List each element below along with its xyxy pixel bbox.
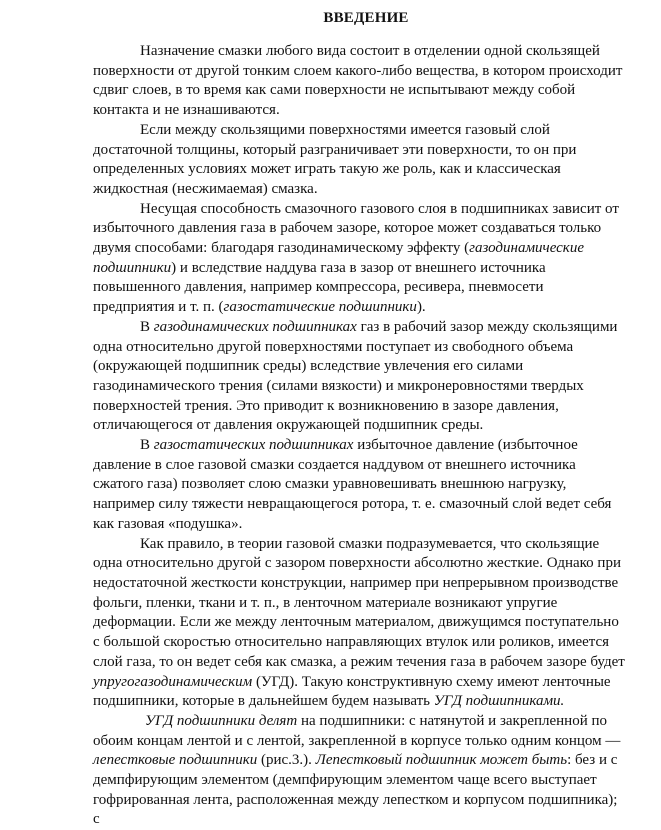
document-title: ВВЕДЕНИЕ xyxy=(323,10,409,26)
paragraph-5 xyxy=(93,436,627,535)
text-segment: В xyxy=(140,437,154,454)
text-segment: ). xyxy=(416,299,426,316)
paragraph-2 xyxy=(93,121,627,200)
paragraph-1 xyxy=(93,42,627,121)
text-segment: избыточное давление (избыточное давление в слое газовой смазки создается наддувом от внешнего источника сжатого газа) позволяет слою смазки уравновешивать внешнюю нагрузку, например силу тяжести невращающегося ротора, т. е. смазочный слой ведет себя как газовая «подушка». xyxy=(93,437,612,532)
text-segment: Если между скользящими поверхностями имеется газовый слой достаточной толщины, который разграничивает эти поверхности, то он при определенных условиях может играть такую же роль, как и классическая жидкостная (несжимаемая) смазка. xyxy=(93,121,577,197)
italic-term: газостатических подшипниках xyxy=(153,437,354,454)
italic-term: УГД подшипниками. xyxy=(433,693,565,710)
text-segment: газ в рабочий зазор между скользящими одна относительно другой поверхностями поступает из свободного объема (окружающей подшипник среды) вследствие увлечения его силами газодинамического трения (силами вязкости) и микронеровностями твердых поверхностей трения. Это приводит к возникновению в зазоре давления, отличающегося от давления окружающей подшипник среды. xyxy=(93,318,618,434)
text-segment: Как правило, в теории газовой смазки подразумевается, что скользящие одна относительно другой с зазором поверхности абсолютно жесткие. Однако при недостаточной жесткости конструкции, например при непрерывном производстве фольги, пленки, ткани и т. п., в ленточном материале возникают упругие деформации. Если же между ленточным материалом, движущимся поступательно с большой скоростью относительно направляющих втулок или роликов, имеется слой газа, то он ведет себя как смазка, а режим течения газа в рабочем зазоре будет xyxy=(93,535,625,670)
italic-term: Лепестковый подшипник может быть xyxy=(315,752,568,769)
text-segment: на подшипники: с натянутой и закрепленной по обоим концам лентой и с лентой, закрепленной в корпусе только одним концом — xyxy=(93,712,621,749)
italic-term: лепестковые подшипники xyxy=(93,752,258,769)
document-body xyxy=(93,42,627,830)
document-page xyxy=(93,8,627,830)
text-segment: (УГД). Такую конструктивную схему имеют ленточные подшипники, которые в дальнейшем будем называть xyxy=(93,673,611,710)
text-segment: Назначение смазки любого вида состоит в отделении одной скользящей поверхности от другой тонким слоем какого-либо вещества, в котором происходит сдвиг слоев, в то время как сами поверхности не испытывают между собой контакта и не изнашиваются. xyxy=(93,43,623,119)
italic-term: УГД подшипники делят xyxy=(145,712,298,729)
italic-term: газодинамических подшипниках xyxy=(153,318,357,335)
text-segment: (рис.3.). xyxy=(257,752,316,769)
text-segment: ) и вследствие наддува газа в зазор от внешнего источника повышенного давления, например компрессора, ресивера, пневмосети предприятия и т. п. ( xyxy=(93,259,546,316)
paragraph-7 xyxy=(93,712,627,830)
paragraph-6 xyxy=(93,535,627,712)
text-segment: Несущая способность смазочного газового слоя в подшипниках зависит от избыточного давления газа в рабочем зазоре, которое может создаваться только двумя способами: благодаря газодинамическому эффекту ( xyxy=(93,200,619,257)
text-segment: В xyxy=(140,318,154,335)
italic-term: упругогазодинамическим xyxy=(93,673,253,690)
italic-term: газостатические подшипники xyxy=(223,299,417,316)
text-segment: : без и с демпфирующим элементом (демпфирующим элементом чаще всего выступает гофрированная лента, расположенная между лепестком и корпусом подшипника); с xyxy=(93,752,618,828)
italic-term: газодинамические подшипники xyxy=(93,240,584,276)
paragraph-4 xyxy=(93,318,627,436)
paragraph-3 xyxy=(93,200,627,318)
